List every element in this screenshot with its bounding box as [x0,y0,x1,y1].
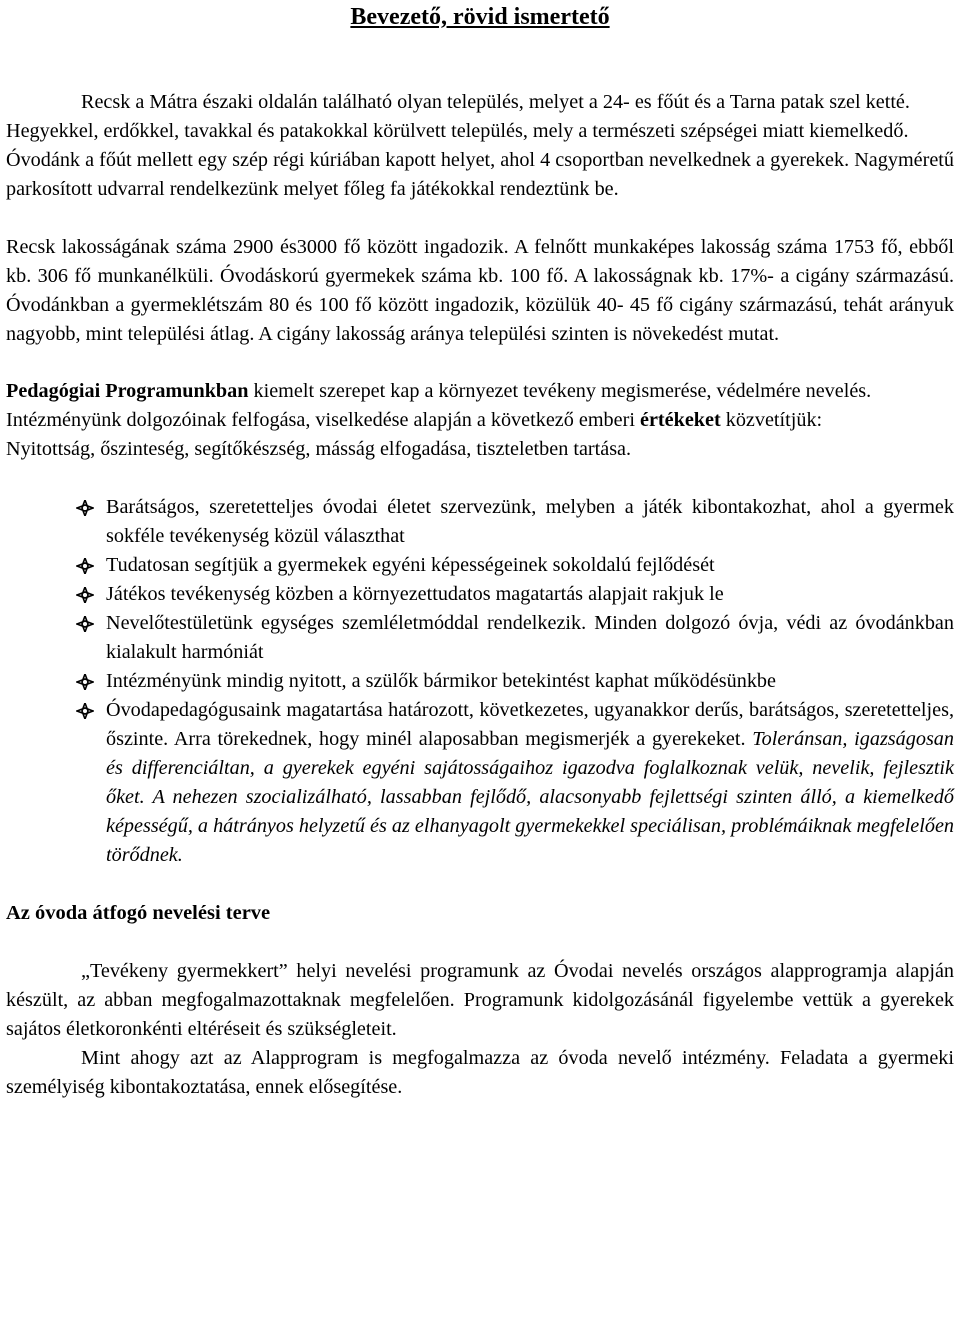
values-pre: Intézményünk dolgozóinak felfogása, viselkedése alapján a következő emberi [6,409,640,431]
page-title: Bevezető, rövid ismertető [350,4,610,30]
program-lead: Pedagógiai Programunkban [6,380,249,402]
bullet-text: Tudatosan segítjük a gyermekek egyéni képességeinek sokoldalú fejlődését [106,554,715,576]
values-bold: értékeket [639,409,721,431]
diamond-bullet-icon [76,674,94,690]
values-post: közvetítjük: [720,409,823,431]
values-list: Nyitottság, őszinteség, segítőkészség, másság elfogadása, tiszteletben tartása. [6,438,632,460]
values-bullet-list [6,493,954,870]
intro-paragraph-2: Hegyekkel, erdőkkel, tavakkal és patakokkal körülvett település, mely a természeti szépségei miatt kiemelkedő. [6,120,909,142]
spacer [6,204,954,233]
list-item [6,551,954,580]
spacer [6,870,954,899]
spacer [6,32,954,88]
document-page [6,0,954,1102]
program-paragraph [6,377,954,406]
list-item [6,667,954,696]
bullet-text: Játékos tevékenység közben a környezettudatos magatartás alapjait rakjuk le [106,583,724,605]
list-item [6,696,954,870]
values-paragraph [6,406,954,435]
plan-paragraph-1: „Tevékeny gyermekkert” helyi nevelési programunk az Óvodai nevelés országos alapprogramja alapján készült, az abban megfogalmazottaknak megfelelően. Programunk kidolgozásánál figyelembe vettük a gyerekek sajátos életkoronkénti eltéréseit és szükségleteit. [6,960,954,1040]
plan-paragraph-2: Mint ahogy azt az Alapprogram is megfogalmazza az óvoda nevelő intézmény. Feladata a gyermeki személyiség kibontakoztatása, ennek elősegítése. [6,1047,954,1098]
list-item [6,609,954,667]
bullet-text-italic: Toleránsan, igazságosan és differenciáltan, a gyerekek egyéni sajátosságaihoz igazodva foglalkoznak velük, nevelik, fejlesztik őket. A nehezen szocializálható, lassabban fejlődő, alacsonyabb fejlettségi szinten álló, a kiemelkedő képességű, a hátrányos helyzetű és az elhanyagolt gyermekekkel speciálisan, problémáiknak megfelelően törődnek. [106,728,954,866]
spacer [6,928,954,957]
intro-paragraph-3: Óvodánk a főút mellett egy szép régi kúriában kapott helyet, ahol 4 csoportban nevelkednek a gyerekek. Nagyméretű parkosított udvarral rendelkezünk melyet főleg fa játékokkal rendeztünk be. [6,149,954,200]
spacer [6,464,954,493]
section-heading: Az óvoda átfogó nevelési terve [6,902,271,924]
bullet-text: Barátságos, szeretetteljes óvodai életet szervezünk, melyben a játék kibontakozhat, ahol a gyermek sokféle tevékenység közül választhat [106,496,954,547]
intro-paragraph-1: Recsk a Mátra északi oldalán található olyan település, melyet a 24- es főút és a Tarna patak szel ketté. [81,91,910,113]
bullet-text: Intézményünk mindig nyitott, a szülők bármikor betekintést kaphat működésünkbe [106,670,776,692]
spacer [6,349,954,377]
diamond-bullet-icon [76,500,94,516]
list-item [6,493,954,551]
diamond-bullet-icon [76,558,94,574]
program-rest: kiemelt szerepet kap a környezet tevékeny megismerése, védelmére nevelés. [248,380,872,402]
list-item [6,580,954,609]
population-paragraph: Recsk lakosságának száma 2900 és3000 fő között ingadozik. A felnőtt munkaképes lakosság száma 1753 fő, ebből kb. 306 fő munkanélküli. Óvodáskorú gyermekek száma kb. 100 fő. A lakosságnak kb. 17%- a cigány származású. Óvodánkban a gyermeklétszám 80 és 100 fő között ingadozik, közülük 40- 45 fő cigány származású, tehát arányuk nagyobb, mint települési átlag. A cigány lakosság aránya települési szinten is növekedést mutat. [6,236,954,345]
bullet-text: Nevelőtestületünk egységes szemléletmóddal rendelkezik. Minden dolgozó óvja, védi az óvodánkban kialakult harmóniát [106,612,954,663]
diamond-bullet-icon [76,587,94,603]
diamond-bullet-icon [76,616,94,632]
diamond-bullet-icon [76,703,94,719]
bullet-text: Óvodapedagógusaink magatartása határozott, következetes, ugyanakkor derűs, barátságos, szeretetteljes, őszinte. Arra törekednek, hogy minél alaposabban megismerjék a gyerekeket. [106,699,954,750]
